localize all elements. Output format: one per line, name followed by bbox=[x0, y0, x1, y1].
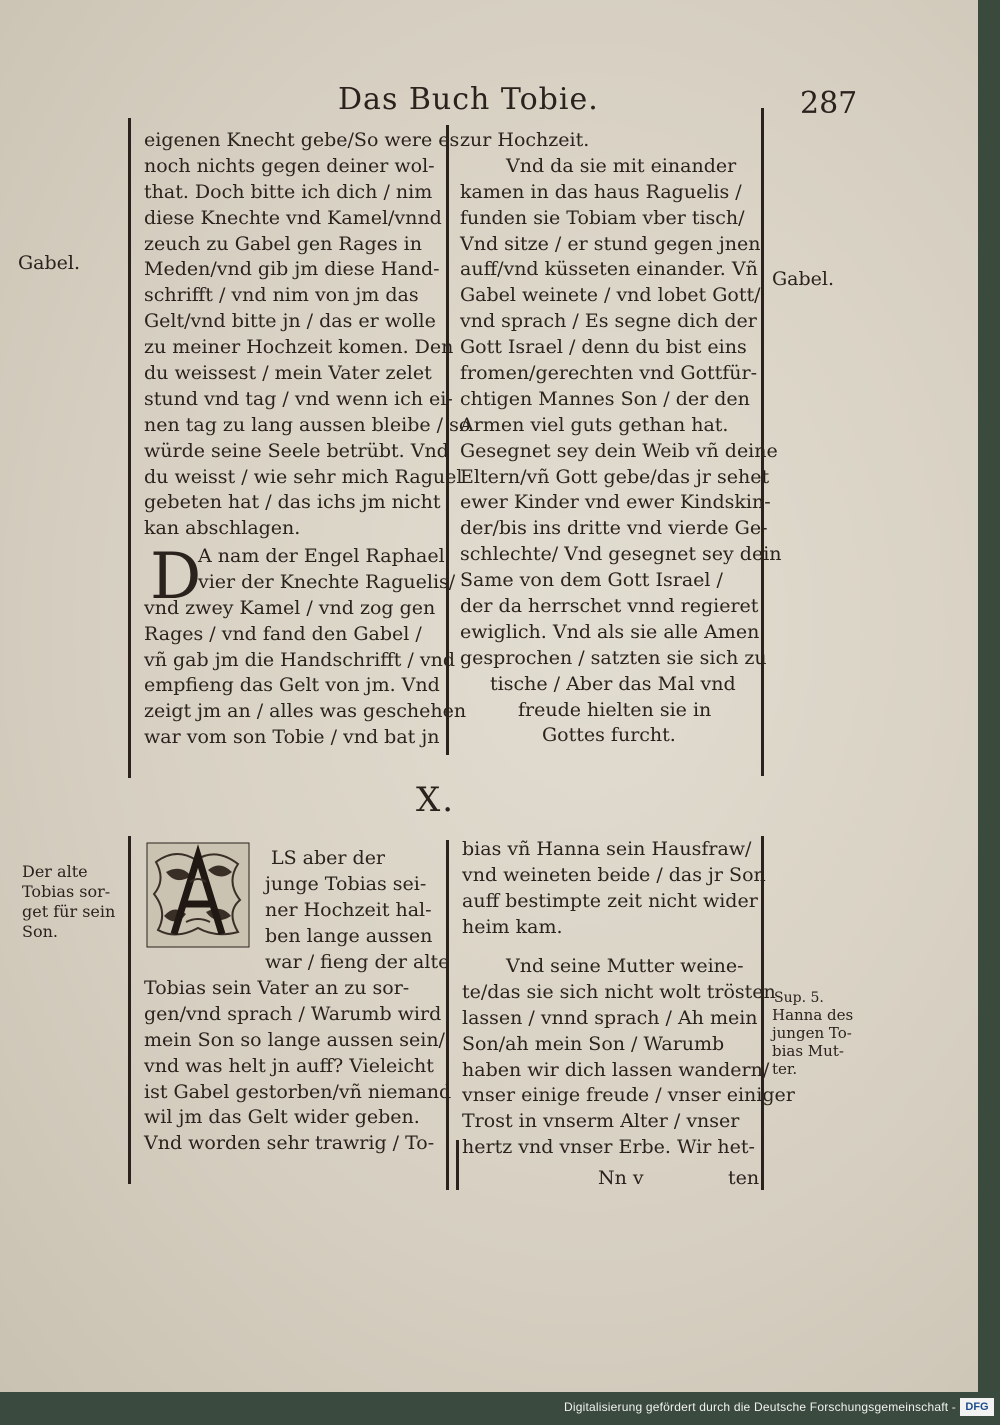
column-rule-left-lower bbox=[128, 836, 131, 1184]
text-line: vnd zwey Kamel / vnd zog gen bbox=[144, 596, 436, 619]
margin-note-line: ter. bbox=[772, 1060, 798, 1078]
text-line: der da herrschet vnnd regieret bbox=[460, 595, 759, 618]
text-line: Gottes furcht. bbox=[542, 724, 676, 747]
text-line: haben wir dich lassen wandern/ bbox=[462, 1058, 770, 1081]
footer-text: Digitalisierung gefördert durch die Deutsche Forschungsgemeinschaft - bbox=[564, 1400, 956, 1414]
text-line: ewiglich. Vnd als sie alle Amen bbox=[460, 620, 760, 643]
text-line: LS aber der bbox=[271, 847, 386, 869]
text-line: Eltern/vñ Gott gebe/das jr sehet bbox=[460, 465, 770, 488]
book-edge bbox=[978, 0, 1000, 1392]
text-line: zur Hochzeit. bbox=[460, 129, 590, 151]
text-line: ist Gabel gestorben/vñ niemand bbox=[144, 1080, 452, 1103]
lower-left-column bbox=[144, 976, 451, 1157]
text-line: freude hielten sie in bbox=[518, 698, 712, 721]
text-line: mein Son so lange aussen sein/ bbox=[144, 1028, 445, 1051]
text-line: der/bis ins dritte vnd vierde Ge- bbox=[460, 517, 768, 540]
text-line: Vnd da sie mit einander bbox=[506, 154, 737, 177]
margin-note-line: Tobias sor- bbox=[22, 882, 111, 901]
margin-note-right-lower bbox=[772, 1006, 853, 1078]
text-line: diese Knechte vnd Kamel/vnnd bbox=[144, 206, 442, 229]
text-line: te/das sie sich nicht wolt trösten bbox=[462, 980, 776, 1003]
margin-note-line: jungen To- bbox=[772, 1024, 852, 1042]
drop-cap: D bbox=[150, 540, 202, 614]
text-line: bias vñ Hanna sein Hausfraw/ bbox=[462, 838, 752, 860]
text-line: Vnd seine Mutter weine- bbox=[506, 955, 744, 977]
text-line: vier der Knechte Raguelis/ bbox=[198, 570, 456, 593]
text-line: vñ gab jm die Handschrifft / vnd bbox=[144, 648, 456, 671]
upper-left-column-para2 bbox=[144, 540, 467, 751]
text-line: vnd sprach / Es segne dich der bbox=[460, 310, 757, 333]
text-line: zeigt jm an / alles was geschehen bbox=[144, 700, 467, 723]
text-line: Trost in vnserm Alter / vnser bbox=[462, 1110, 740, 1133]
margin-note-left-lower bbox=[22, 862, 115, 942]
ornamental-initial-a-icon bbox=[146, 842, 250, 948]
text-line: schlechte/ Vnd gesegnet sey dein bbox=[460, 543, 782, 566]
margin-ref-right: Sup. 5. bbox=[774, 990, 824, 1006]
margin-note-line: bias Mut- bbox=[772, 1042, 844, 1060]
text-line: Vnd sitze / er stund gegen jnen bbox=[460, 232, 761, 255]
running-head: Das Buch Tobie. bbox=[338, 82, 599, 117]
text-line: gebeten hat / das ichs jm nicht bbox=[144, 491, 441, 514]
column-rule-middle-lower-2 bbox=[456, 1140, 459, 1190]
text-line: A nam der Engel Raphael bbox=[198, 545, 445, 567]
text-line: heim kam. bbox=[462, 915, 563, 938]
text-line: vnd weineten beide / das jr Son bbox=[462, 863, 766, 886]
text-line: eigenen Knecht gebe/So were es bbox=[144, 129, 460, 151]
text-line: Gott Israel / denn du bist eins bbox=[460, 336, 747, 359]
text-line: nen tag zu lang aussen bleibe / so bbox=[144, 413, 471, 436]
text-line: du weisst / wie sehr mich Raguel bbox=[144, 465, 463, 488]
text-line: gesprochen / satzten sie sich zu bbox=[460, 646, 767, 669]
page-number: 287 bbox=[800, 86, 858, 121]
text-line: Gelt/vnd bitte jn / das er wolle bbox=[144, 310, 436, 333]
text-line: lassen / vnnd sprach / Ah mein bbox=[462, 1006, 758, 1029]
text-line: vnser einige freude / vnser einiger bbox=[462, 1084, 795, 1107]
text-line: Meden/vnd gib jm diese Hand- bbox=[144, 258, 440, 281]
margin-note-left: Gabel. bbox=[18, 252, 81, 274]
text-line: fromen/gerechten vnd Gottfür- bbox=[460, 362, 758, 385]
text-line: war vom son Tobie / vnd bat jn bbox=[144, 726, 440, 749]
text-line: chtigen Mannes Son / der den bbox=[460, 387, 750, 410]
upper-right-column bbox=[460, 128, 782, 749]
text-line: stund vnd tag / vnd wenn ich ei- bbox=[144, 387, 453, 410]
margin-note-line: get für sein bbox=[22, 902, 116, 921]
signature-mark: Nn v bbox=[598, 1167, 644, 1189]
text-line: du weissest / mein Vater zelet bbox=[144, 362, 432, 385]
text-line: ner Hochzeit hal- bbox=[265, 898, 432, 921]
text-line: zu meiner Hochzeit komen. Den bbox=[144, 336, 454, 359]
text-line: hertz vnd vnser Erbe. Wir het- bbox=[462, 1136, 755, 1159]
text-line: noch nichts gegen deiner wol- bbox=[144, 154, 435, 177]
text-line: würde seine Seele betrübt. Vnd bbox=[144, 439, 449, 462]
margin-note-line: Der alte bbox=[22, 862, 88, 881]
margin-note-right: Gabel. bbox=[772, 268, 835, 290]
lower-left-column-indented bbox=[255, 846, 449, 975]
text-line: gen/vnd sprach / Warumb wird bbox=[144, 1002, 442, 1025]
text-line: Son/ah mein Son / Warumb bbox=[462, 1032, 725, 1055]
text-line: Vnd worden sehr trawrig / To- bbox=[144, 1132, 435, 1155]
text-line: Same von dem Gott Israel / bbox=[460, 569, 723, 592]
text-line: zeuch zu Gabel gen Rages in bbox=[144, 232, 422, 255]
text-line: ewer Kinder vnd ewer Kindskin- bbox=[460, 491, 771, 514]
text-line: tische / Aber das Mal vnd bbox=[490, 672, 736, 695]
text-line: ben lange aussen bbox=[265, 924, 433, 947]
margin-note-line: Son. bbox=[22, 922, 58, 941]
lower-right-column-para2 bbox=[462, 954, 795, 1161]
text-line: kamen in das haus Raguelis / bbox=[460, 180, 742, 203]
text-line: kan abschlagen. bbox=[144, 517, 301, 540]
chapter-number: X. bbox=[416, 780, 456, 820]
text-line: Gesegnet sey dein Weib vñ deine bbox=[460, 439, 778, 462]
text-line: wil jm das Gelt wider geben. bbox=[144, 1106, 420, 1129]
upper-left-column bbox=[144, 128, 470, 542]
column-rule-left bbox=[128, 118, 131, 778]
catchword: ten bbox=[728, 1167, 760, 1189]
text-line: war / fieng der alte bbox=[265, 950, 450, 973]
text-line: schrifft / vnd nim von jm das bbox=[144, 284, 419, 307]
text-line: auff bestimpte zeit nicht wider bbox=[462, 889, 758, 912]
lower-right-column bbox=[462, 837, 766, 941]
text-line: junge Tobias sei- bbox=[265, 872, 427, 895]
text-line: empfieng das Gelt von jm. Vnd bbox=[144, 674, 440, 697]
text-line: Gabel weinete / vnd lobet Gott/ bbox=[460, 284, 761, 307]
footer-bar bbox=[0, 1392, 1000, 1425]
text-line: vnd was helt jn auff? Vieleicht bbox=[144, 1054, 434, 1077]
text-line: that. Doch bitte ich dich / nim bbox=[144, 180, 433, 203]
text-line: funden sie Tobiam vber tisch/ bbox=[460, 206, 745, 229]
margin-note-line: Hanna des bbox=[772, 1006, 854, 1024]
text-line: Rages / vnd fand den Gabel / bbox=[144, 622, 422, 645]
dfg-logo-icon: DFG bbox=[960, 1398, 994, 1416]
text-line: auff/vnd küsseten einander. Vñ bbox=[460, 258, 758, 281]
text-line: Armen viel guts gethan hat. bbox=[460, 413, 729, 436]
text-line: Tobias sein Vater an zu sor- bbox=[144, 977, 410, 999]
